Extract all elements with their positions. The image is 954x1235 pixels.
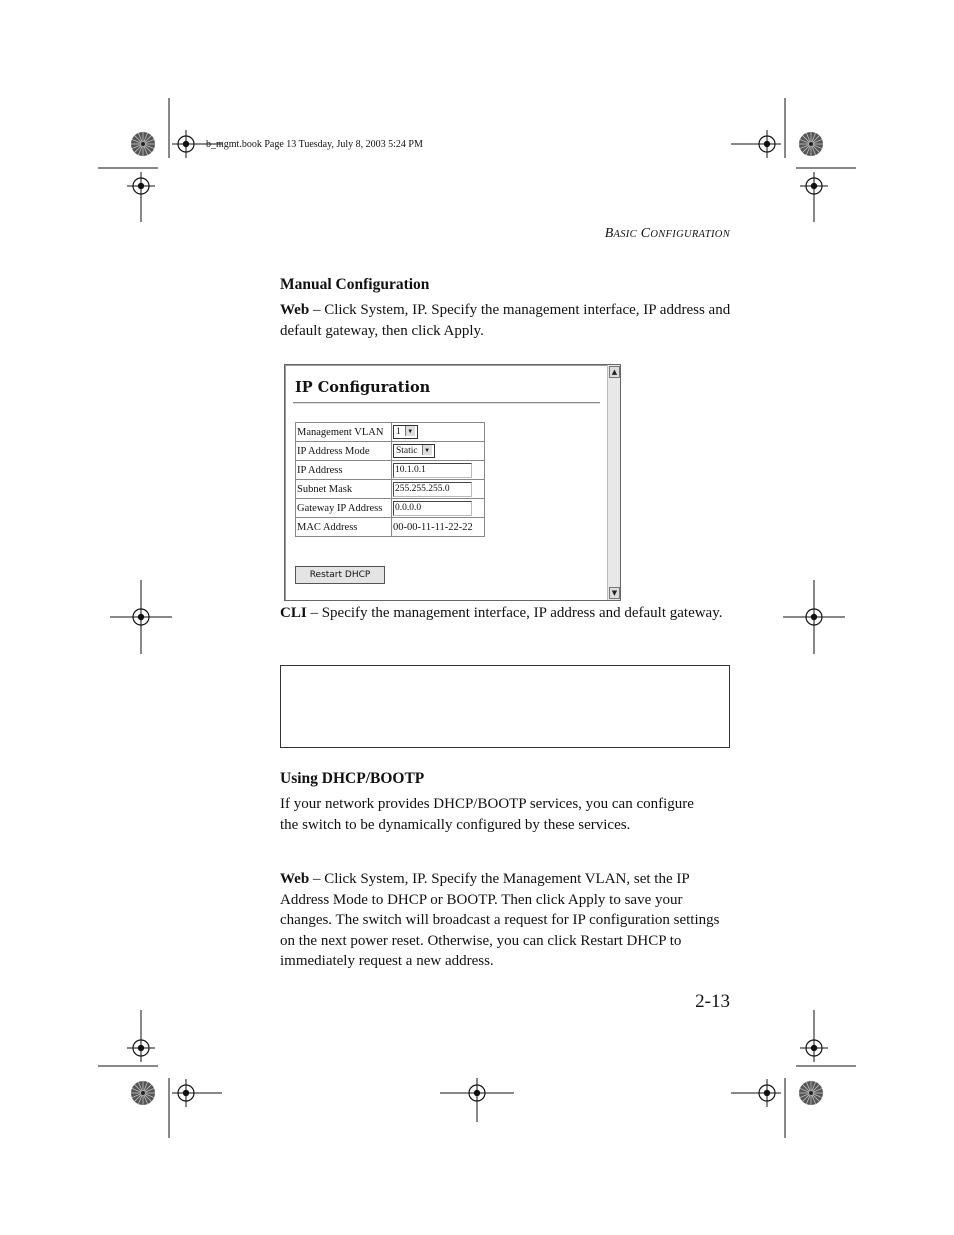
cli-text: – Specify the management interface, IP address and default gateway. (306, 605, 723, 621)
table-row (296, 442, 485, 461)
table-row (296, 461, 485, 480)
cli-label: CLI (280, 605, 307, 621)
mac-address-label: MAC Address (296, 518, 392, 537)
web-label: Web (280, 871, 310, 887)
running-head (560, 226, 730, 242)
dhcp-web-text: – Click System, IP. Specify the Management VLAN, set the IP Address Mode to DHCP or BOOTP. Then click Apply to save your changes. The switch will broadcast a request for IP configuration settings on the next power reset. Otherwise, you can click Restart DHCP to immediately request a new address. (280, 871, 720, 969)
table-row (296, 423, 485, 442)
star-mark-top-left (131, 132, 155, 156)
title-divider (293, 402, 600, 404)
section-heading-dhcp: Using DHCP/BOOTP (280, 770, 425, 787)
scroll-down-icon[interactable]: ▼ (609, 587, 620, 599)
vertical-scrollbar[interactable] (607, 365, 620, 600)
manual-web-paragraph (280, 300, 732, 341)
table-row (296, 499, 485, 518)
cli-paragraph (280, 603, 732, 624)
cli-example-box (280, 665, 730, 748)
ip-config-table (295, 422, 485, 537)
star-mark-bottom-right (799, 1081, 823, 1105)
mac-address-value: 00-00-11-11-22-22 (392, 518, 485, 537)
star-mark-top-right (799, 132, 823, 156)
running-head-smallcaps: ASIC (613, 229, 637, 240)
ip-configuration-screenshot (284, 364, 621, 601)
page-number: 2-13 (695, 991, 730, 1012)
management-vlan-select[interactable] (393, 425, 418, 439)
gateway-ip-input[interactable]: 0.0.0.0 (393, 501, 472, 516)
scroll-up-icon[interactable]: ▲ (609, 366, 620, 378)
management-vlan-label: Management VLAN (296, 423, 392, 442)
running-head-initial: C (640, 226, 651, 241)
web-label: Web (280, 302, 310, 318)
ip-address-mode-value: Static (396, 446, 418, 456)
dhcp-web-paragraph (280, 869, 732, 972)
ip-address-label: IP Address (296, 461, 392, 480)
running-head-smallcaps: ONFIGURATION (650, 229, 730, 240)
chevron-down-icon: ▼ (405, 426, 415, 436)
ip-address-mode-select[interactable] (393, 444, 435, 458)
subnet-mask-label: Subnet Mask (296, 480, 392, 499)
ip-configuration-title: IP Configuration (295, 379, 431, 396)
table-row (296, 480, 485, 499)
section-heading-manual: Manual Configuration (280, 276, 430, 293)
subnet-mask-input[interactable]: 255.255.255.0 (393, 482, 472, 497)
gateway-ip-address-label: Gateway IP Address (296, 499, 392, 518)
table-row (296, 518, 485, 537)
ip-address-mode-label: IP Address Mode (296, 442, 392, 461)
restart-dhcp-button[interactable]: Restart DHCP (295, 566, 385, 584)
ip-address-input[interactable]: 10.1.0.1 (393, 463, 472, 478)
chevron-down-icon: ▼ (422, 445, 432, 455)
manual-web-text: – Click System, IP. Specify the management interface, IP address and default gateway, then click Apply. (280, 302, 731, 339)
dhcp-intro-paragraph: If your network provides DHCP/BOOTP services, you can configure the switch to be dynamically configured by these services. (280, 796, 694, 833)
management-vlan-value: 1 (396, 427, 401, 437)
running-head-initial: B (604, 226, 614, 241)
star-mark-bottom-left (131, 1081, 155, 1105)
file-slug: b_mgmt.book Page 13 Tuesday, July 8, 2003 5:24 PM (206, 139, 423, 150)
